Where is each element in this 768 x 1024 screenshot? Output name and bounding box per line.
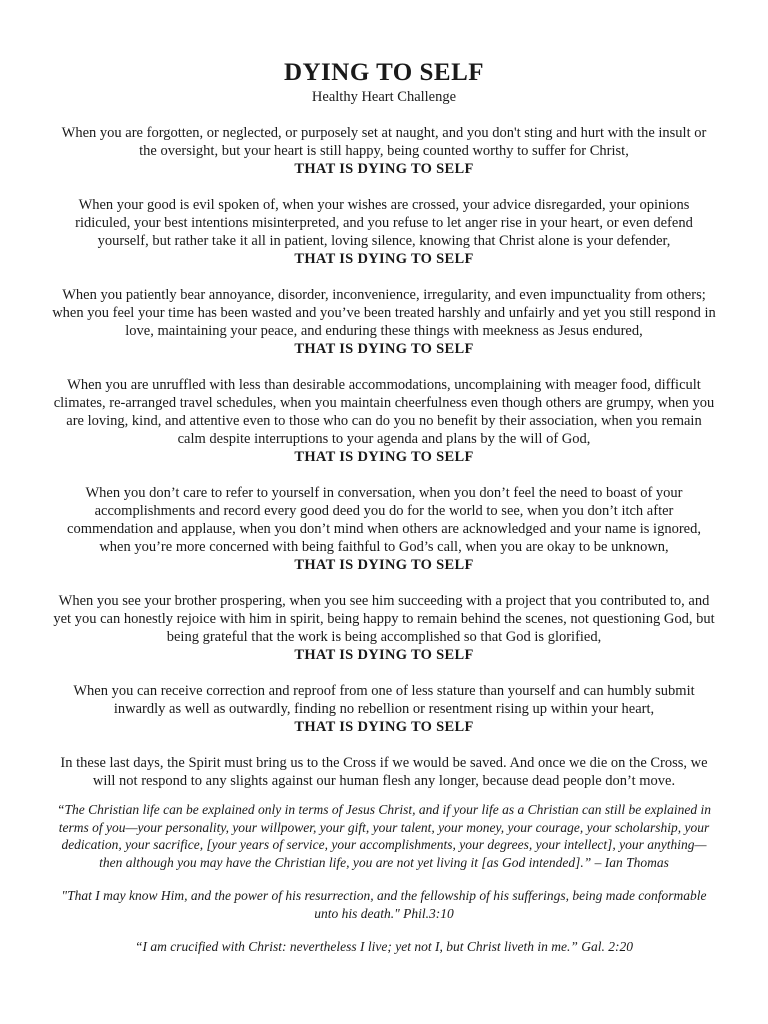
stanza-text: When your good is evil spoken of, when your wishes are crossed, your advice disregarded, your opinions ridiculed, your best intentions misinterpreted, and you refuse to let anger rise in your heart, or even defend yourself, but rather take it all in patient, loving silence, knowing that Christ alone is your defender, [75, 197, 693, 249]
stanza-5 [52, 484, 716, 574]
stanza-text: When you patiently bear annoyance, disorder, inconvenience, irregularity, and even impunctuality from others; when you feel your time has been wasted and you’ve been treated harshly and unfairly and yet you still respond in love, maintaining your peace, and enduring these things with meekness as Jesus endured, [52, 287, 716, 339]
document-page [52, 58, 716, 972]
quote-ian-thomas: “The Christian life can be explained only in terms of Jesus Christ, and if your life as a Christian can still be explained in terms of you—your personality, your willpower, your gift, your talent, your money, your courage, your scholarship, your dedication, your sacrifice, [your years of service, your accomplishments, your degrees, your intellect], your anything—then although you may have the Christian life, you are not yet living it [as God intended].” – Ian Thomas [57, 802, 711, 870]
quote-philippians: "That I may know Him, and the power of his resurrection, and the fellowship of his sufferings, being made conformable unto his death." Phil.3:10 [61, 888, 707, 921]
stanza-text: When you are forgotten, or neglected, or purposely set at naught, and you don't sting and hurt with the insult or the oversight, but your heart is still happy, being counted worthy to suffer for Christ, [61, 125, 707, 159]
stanza-6 [52, 592, 716, 664]
stanza-refrain: THAT IS DYING TO SELF [294, 251, 474, 267]
stanza-refrain: THAT IS DYING TO SELF [294, 449, 474, 465]
stanza-text: When you are unruffled with less than desirable accommodations, uncomplaining with meager food, difficult climates, re-arranged travel schedules, when you maintain cheerfulness even though others are grumpy, when you are loving, kind, and attentive even to those who can do you no benefit by their association, when you remain calm despite interruptions to your agenda and plans by the will of God, [53, 377, 715, 447]
stanza-2 [52, 196, 716, 268]
stanza-4 [52, 376, 716, 466]
stanza-refrain: THAT IS DYING TO SELF [294, 719, 474, 735]
stanza-7 [52, 682, 716, 736]
page-title: DYING TO SELF [283, 59, 485, 86]
closing-paragraph: In these last days, the Spirit must bring us to the Cross if we would be saved. And once we die on the Cross, we will not respond to any slights against our human flesh any longer, because dead people don’t move. [60, 755, 708, 789]
stanza-refrain: THAT IS DYING TO SELF [294, 647, 474, 663]
stanza-text: When you don’t care to refer to yourself in conversation, when you don’t feel the need to boast of your accomplishments and record every good deed you do for the world to see, when you don’t itch after commendation and applause, when you don’t mind when others are acknowledged and your name is ignored, when you’re more concerned with being faithful to God’s call, when you are okay to be unknown, [67, 485, 701, 555]
stanza-refrain: THAT IS DYING TO SELF [294, 341, 474, 357]
stanza-refrain: THAT IS DYING TO SELF [294, 161, 474, 177]
stanza-text: When you see your brother prospering, when you see him succeeding with a project that you contributed to, and yet you can honestly rejoice with him in spirit, being happy to remain behind the scenes, not questioning God, but being grateful that the work is being accomplished so that God is glorified, [53, 593, 715, 645]
quote-galatians: “I am crucified with Christ: nevertheless I live; yet not I, but Christ liveth in me.” Gal. 2:20 [135, 939, 633, 954]
stanza-3 [52, 286, 716, 358]
page-subtitle: Healthy Heart Challenge [311, 89, 457, 105]
stanza-refrain: THAT IS DYING TO SELF [294, 557, 474, 573]
stanza-text: When you can receive correction and reproof from one of less stature than yourself and can humbly submit inwardly as well as outwardly, finding no rebellion or resentment rising up within your heart, [73, 683, 695, 717]
stanza-1 [52, 124, 716, 178]
